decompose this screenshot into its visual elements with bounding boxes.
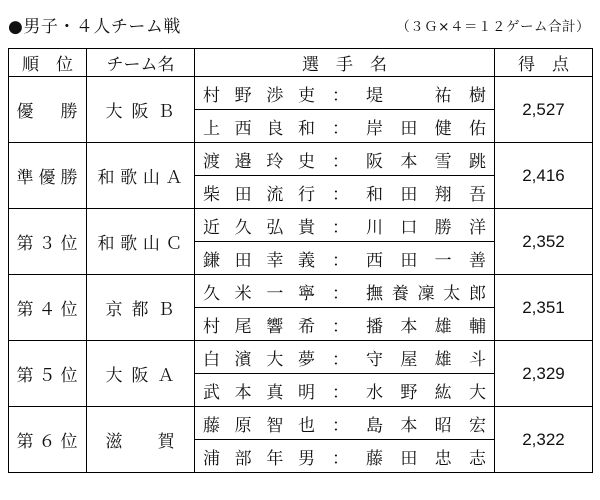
- team-name: 滋 賀: [105, 432, 176, 452]
- rank-cell: [9, 275, 87, 341]
- separator: ：: [332, 217, 349, 238]
- rank-label: 第 ３ 位: [16, 234, 79, 254]
- separator: ：: [332, 151, 349, 172]
- rank-label: 優 勝: [16, 102, 79, 122]
- score-value: 2,416: [522, 165, 565, 185]
- team-cell: [87, 77, 195, 143]
- results-table: [8, 48, 593, 473]
- team-name: 和 歌 山 Ｃ: [97, 234, 184, 254]
- player-name: 島 本 昭 宏: [366, 415, 486, 436]
- table-row: [9, 143, 593, 176]
- separator: ：: [332, 85, 349, 106]
- player-pair-cell: [195, 110, 495, 143]
- rank-label: 第 ５ 位: [16, 366, 79, 386]
- player-pair-cell: [195, 143, 495, 176]
- player-name: 武 本 真 明: [203, 382, 315, 403]
- team-name: 京 都 Ｂ: [105, 300, 176, 320]
- score-value: 2,352: [522, 231, 565, 251]
- player-name: 鎌 田 幸 義: [203, 250, 315, 271]
- separator: ：: [332, 415, 349, 436]
- rank-label: 第 ６ 位: [16, 432, 79, 452]
- column-header-score: 得 点: [495, 49, 593, 77]
- rank-label: 第 ４ 位: [16, 300, 79, 320]
- player-name: 久 米 一 寧: [203, 283, 315, 304]
- player-name: 岸 田 健 佑: [366, 118, 486, 139]
- player-pair-cell: [195, 77, 495, 110]
- score-cell: [495, 275, 593, 341]
- player-name: 播 本 雄 輔: [366, 316, 486, 337]
- player-name: 上 西 良 和: [203, 118, 315, 139]
- separator: ：: [332, 184, 349, 205]
- player-name: 白 濱 大 夢: [203, 349, 315, 370]
- game-count-note: （３Ｇ×４＝１２ゲーム合計）: [396, 19, 590, 35]
- separator: ：: [332, 316, 349, 337]
- separator: ：: [332, 382, 349, 403]
- separator: ：: [332, 118, 349, 139]
- table-row: [9, 341, 593, 374]
- team-name: 大 阪 Ａ: [105, 366, 176, 386]
- player-pair-cell: [195, 374, 495, 407]
- rank-cell: [9, 407, 87, 473]
- player-pair-cell: [195, 341, 495, 374]
- team-cell: [87, 143, 195, 209]
- player-name: 藤 田 忠 志: [366, 448, 486, 469]
- team-cell: [87, 341, 195, 407]
- rank-cell: [9, 143, 87, 209]
- rank-cell: [9, 77, 87, 143]
- player-pair-cell: [195, 308, 495, 341]
- team-cell: [87, 275, 195, 341]
- player-pair-cell: [195, 176, 495, 209]
- score-value: 2,329: [522, 363, 565, 383]
- table-row: [9, 275, 593, 308]
- player-name: 村 尾 響 希: [203, 316, 315, 337]
- column-header-players: 選 手 名: [195, 49, 495, 77]
- player-name: 柴 田 流 行: [203, 184, 315, 205]
- page-title: ●男子・４人チーム戦: [8, 17, 181, 37]
- score-cell: [495, 143, 593, 209]
- results-body: [9, 77, 593, 473]
- player-name: 近 久 弘 貴: [203, 217, 315, 238]
- table-row: [9, 77, 593, 110]
- column-header-rank: 順 位: [9, 49, 87, 77]
- player-name: 浦 部 年 男: [203, 448, 315, 469]
- team-name: 大 阪 Ｂ: [105, 102, 176, 122]
- player-pair-cell: [195, 440, 495, 473]
- player-name: 村 野 渉 吏: [203, 85, 315, 106]
- player-pair-cell: [195, 275, 495, 308]
- player-pair-cell: [195, 242, 495, 275]
- table-row: [9, 407, 593, 440]
- separator: ：: [332, 349, 349, 370]
- player-name: 和 田 翔 吾: [366, 184, 486, 205]
- team-cell: [87, 407, 195, 473]
- header-row: [9, 49, 593, 77]
- player-pair-cell: [195, 407, 495, 440]
- player-name: 阪 本 雪 跳: [366, 151, 486, 172]
- score-cell: [495, 77, 593, 143]
- score-cell: [495, 341, 593, 407]
- player-name: 藤 原 智 也: [203, 415, 315, 436]
- player-name: 堤 祐 樹: [366, 85, 486, 106]
- score-value: 2,527: [522, 99, 565, 119]
- separator: ：: [332, 283, 349, 304]
- separator: ：: [332, 250, 349, 271]
- player-name: 西 田 一 善: [366, 250, 486, 271]
- score-cell: [495, 407, 593, 473]
- team-cell: [87, 209, 195, 275]
- player-pair-cell: [195, 209, 495, 242]
- column-header-team: チーム名: [87, 49, 195, 77]
- player-name: 撫 養 凜 太 郎: [366, 283, 486, 304]
- rank-cell: [9, 341, 87, 407]
- rank-cell: [9, 209, 87, 275]
- player-name: 渡 邉 玲 史: [203, 151, 315, 172]
- score-value: 2,322: [522, 429, 565, 449]
- score-value: 2,351: [522, 297, 565, 317]
- player-name: 水 野 紘 大: [366, 382, 486, 403]
- team-name: 和 歌 山 Ａ: [97, 168, 184, 188]
- rank-label: 準 優 勝: [16, 168, 79, 188]
- separator: ：: [332, 448, 349, 469]
- score-cell: [495, 209, 593, 275]
- player-name: 守 屋 雄 斗: [366, 349, 486, 370]
- table-row: [9, 209, 593, 242]
- player-name: 川 口 勝 洋: [366, 217, 486, 238]
